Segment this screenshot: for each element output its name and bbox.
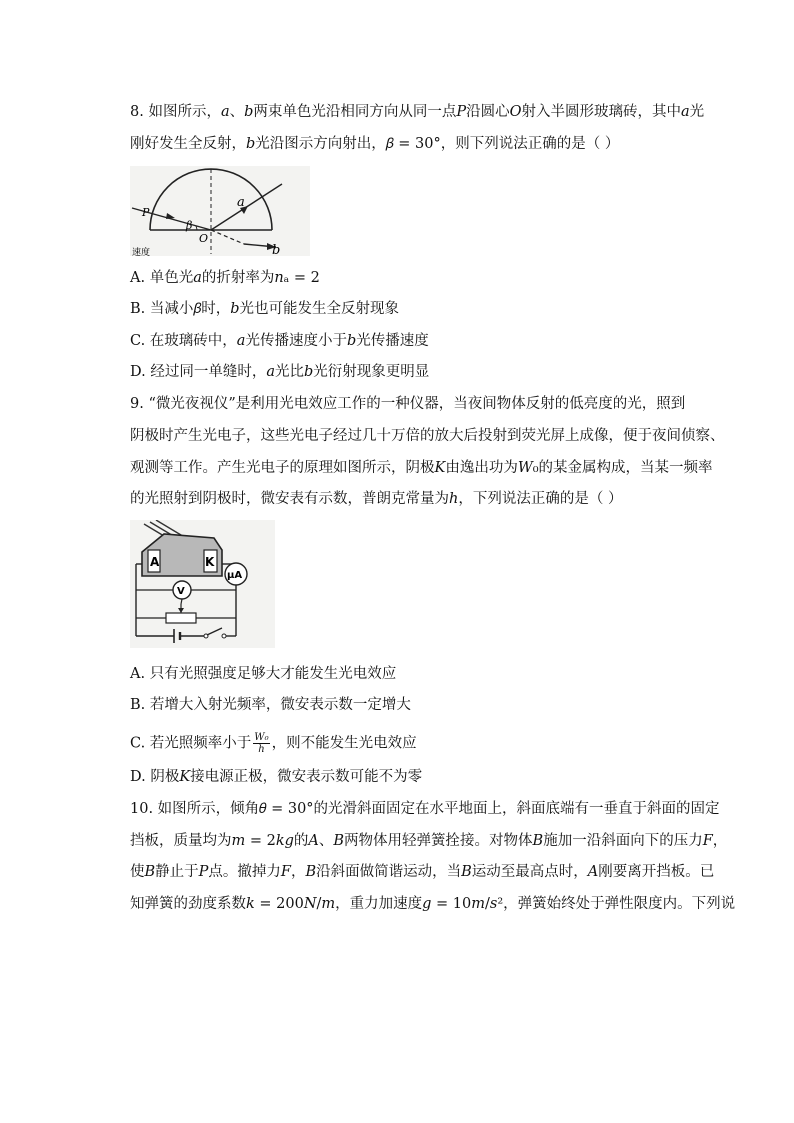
q8-semicircle-figure <box>130 166 310 256</box>
label-a: a <box>237 195 245 210</box>
photoelectric-circuit-diagram <box>130 520 275 648</box>
q9-stem-line-1: 9. “微光夜视仪”是利用光电效应工作的一种仪器，当夜间物体反射的低亮度的光，照到 <box>130 396 686 412</box>
incident-arrow <box>166 213 175 219</box>
q10-stem-line-3: 使𝐵静止于𝑃点。撤掉力𝐹，𝐵沿斜面做简谐运动，当𝐵运动至最高点时，𝐴刚要离开挡板。已 <box>130 864 715 880</box>
q8-stem-line-2: 刚好发生全反射，𝑏光沿图示方向射出，𝛽 = 30°，则下列说法正确的是（ ） <box>130 136 620 152</box>
q9-option-c-fraction <box>253 732 269 755</box>
switch-lever <box>207 628 222 635</box>
slider-to-voltmeter <box>181 599 182 604</box>
corner-text: 速度 <box>132 248 151 256</box>
q9-stem-line-2: 阴极时产生光电子，这些光电子经过几十万倍的放大后投射到荧光屏上成像，便于夜间侦察、 <box>130 428 725 444</box>
rheostat <box>166 613 196 623</box>
label-o: O <box>199 232 209 245</box>
label-beta: β <box>186 219 193 232</box>
label-cathode: K <box>205 555 215 569</box>
rheostat-slider-tip <box>178 608 184 613</box>
q9-option-c <box>130 732 417 755</box>
q10-stem-line-2: 挡板，质量均为𝑚 = 2𝑘𝑔的𝐴、𝐵两物体用轻弹簧拴接。对物体𝐵施加一沿斜面向下的压力𝐹， <box>130 833 728 849</box>
q9-option-b: B. 若增大入射光频率，微安表示数一定增大 <box>130 697 411 713</box>
q9-option-c-suffix: ，则不能发生光电效应 <box>271 735 417 752</box>
fraction-numerator: W₀ <box>254 732 269 743</box>
q9-stem-line-3: 观测等工作。产生光电子的原理如图所示，阴极𝐾由逸出功为𝑊₀的某金属构成，当某一频率 <box>130 460 713 476</box>
q8-option-c: C. 在玻璃砖中，𝑎光传播速度小于𝑏光传播速度 <box>130 333 429 349</box>
ray-b-dashed <box>211 230 244 244</box>
label-p: P <box>142 206 150 219</box>
q10-stem-line-4: 知弹簧的劲度系数𝑘 = 200𝑁/𝑚，重力加速度𝑔 = 10𝑚/𝑠²，弹簧始终处于弹性限度内。下列说 <box>130 896 736 912</box>
q8-option-b: B. 当减小𝛽时，𝑏光也可能发生全反射现象 <box>130 301 400 317</box>
semicircle-glass-diagram <box>130 166 310 256</box>
label-voltmeter: V <box>177 586 185 597</box>
label-b: b <box>272 243 281 256</box>
q8-stem-line-1: 8. 如图所示，𝑎、𝑏两束单色光沿相同方向从同一点𝑃沿圆心𝑂射入半圆形玻璃砖，其中𝑎光 <box>130 104 705 120</box>
q8-option-d: D. 经过同一单缝时，𝑎光比𝑏光衍射现象更明显 <box>130 364 430 380</box>
q9-option-d: D. 阴极𝐾接电源正极，微安表示数可能不为零 <box>130 769 423 785</box>
label-anode: A <box>150 555 160 569</box>
label-microammeter: μA <box>227 570 243 581</box>
q9-stem-line-4: 的光照射到阴极时，微安表有示数，普朗克常量为ℎ，下列说法正确的是（ ） <box>130 491 623 507</box>
q9-option-a: A. 只有光照强度足够大才能发生光电效应 <box>130 666 397 682</box>
fraction-denominator: h <box>258 744 265 755</box>
q10-stem-line-1: 10. 如图所示，倾角𝜃 = 30°的光滑斜面固定在水平地面上，斜面底端有一垂直于斜面的固定 <box>130 801 720 817</box>
q9-option-c-prefix: C. 若光照频率小于 <box>130 735 252 752</box>
q8-option-a: A. 单色光𝑎的折射率为𝑛ₐ = 2 <box>130 270 320 286</box>
q9-circuit-figure <box>130 520 275 648</box>
switch-contact <box>222 634 226 638</box>
